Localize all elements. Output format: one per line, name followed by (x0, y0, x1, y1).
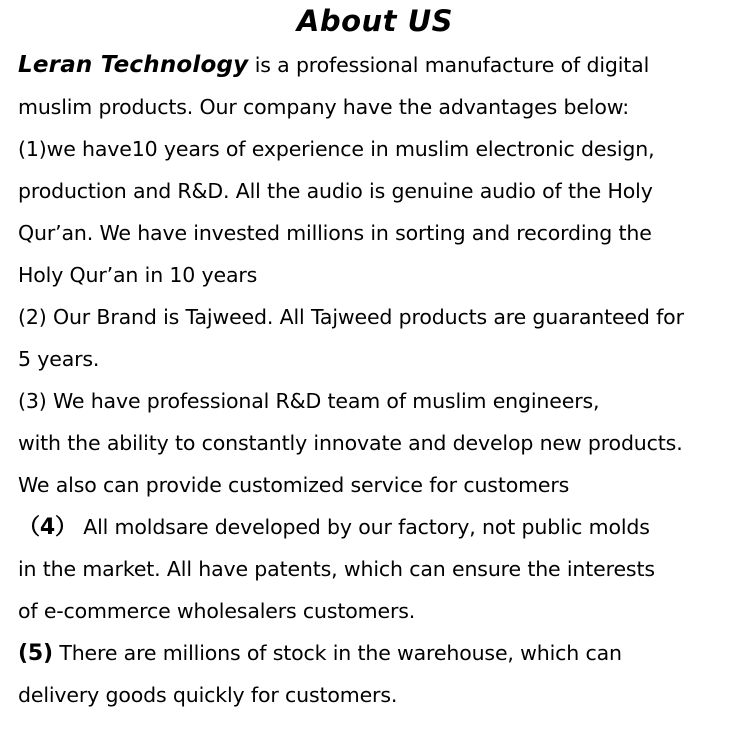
item-4-text-1: All moldsare developed by our factory, not public molds (76, 515, 650, 539)
item-4-marker: （4） (18, 515, 77, 540)
item-3-line-2: with the ability to constantly innovate and develop new products. (18, 431, 683, 455)
company-name: Leran Technology (18, 52, 249, 78)
item-4-line-3: of e-commerce wholesalers customers. (18, 599, 416, 623)
item-2-line-2: 5 years. (18, 347, 100, 371)
item-5-text-1: There are millions of stock in the warehouse, which can (52, 641, 622, 665)
item-3-line-1: (3) We have professional R&D team of muslim engineers, (18, 389, 600, 413)
intro-line-2: muslim products. Our company have the advantages below: (18, 95, 629, 119)
intro-line-1 (18, 50, 649, 80)
item-5-line-2: delivery goods quickly for customers. (18, 683, 398, 707)
item-1-line-1: (1)we have10 years of experience in muslim electronic design, (18, 137, 655, 161)
item-1-line-3: Qur’an. We have invested millions in sorting and recording the (18, 221, 652, 245)
page-title: About US (296, 4, 454, 38)
item-3-line-3: We also can provide customized service for customers (18, 473, 570, 497)
item-5-line-1 (18, 638, 622, 669)
item-5-marker: (5) (18, 641, 53, 666)
item-4-line-2: in the market. All have patents, which can ensure the interests (18, 557, 655, 581)
item-1-line-2: production and R&D. All the audio is genuine audio of the Holy (18, 179, 653, 203)
intro-text-1: is a professional manufacture of digital (248, 53, 650, 77)
item-1-line-4: Holy Qur’an in 10 years (18, 263, 258, 287)
item-4-line-1 (18, 512, 650, 543)
item-2-line-1: (2) Our Brand is Tajweed. All Tajweed products are guaranteed for (18, 305, 684, 329)
